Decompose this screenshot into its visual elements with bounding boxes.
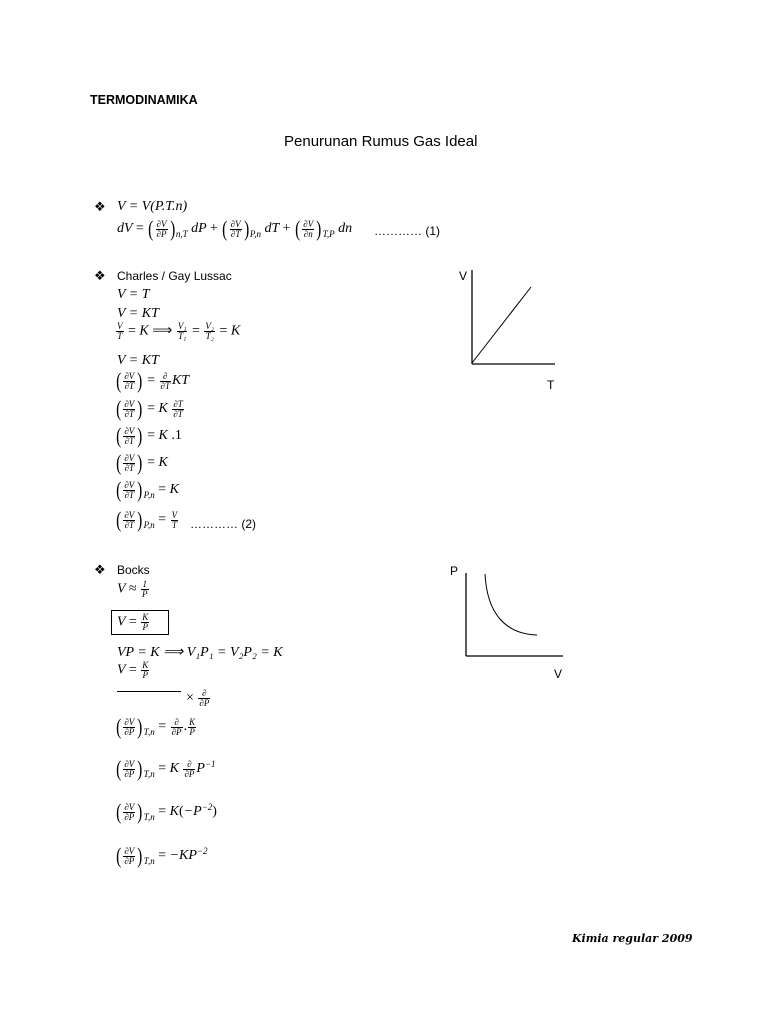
boxed-equation: V = $\frac{K}{P}$ — [111, 610, 169, 635]
equation-bocks-4: ( $\frac{\partial V}{\partial P}$ )$_{T,n} = -KP^{-2}$ — [116, 843, 208, 868]
document-header: TERMODINAMIKA — [90, 93, 198, 107]
equation-bocks-2: ( $\frac{\partial V}{\partial P}$ )$_{T,n} = K$ $\frac{\partial}{\partial P}$ $P^{-1}$ — [116, 756, 216, 781]
graph-p-vs-v — [445, 558, 570, 688]
footer-text: Kimia regular 2009 — [572, 932, 693, 945]
divider-line — [117, 691, 181, 692]
equation-v-t: V = T — [117, 287, 150, 302]
equation-number-2: ………… (2) — [190, 517, 256, 531]
equation-partial-2: ( $\frac{\partial V}{\partial T}$ ) = K $\frac{\partial T}{\partial T}$ — [116, 396, 183, 421]
equation-v-function: V = V(P.T.n) — [117, 199, 188, 214]
bullet-icon: ❖ — [94, 268, 106, 283]
equation-number-1: ………… (1) — [374, 224, 440, 238]
section-heading-charles: Charles / Gay Lussac — [117, 269, 232, 283]
section-heading-bocks: Bocks — [117, 563, 150, 577]
equation-bocks-3: ( $\frac{\partial V}{\partial P}$ )$_{T,n} = K(-P^{-2})$ — [116, 799, 217, 824]
equation-v-kp: V = $\frac{K}{P}$ — [117, 660, 149, 680]
equation-bocks-1: ( $\frac{\partial V}{\partial P}$ )$_{T,n}$ = $\frac{\partial}{\partial P}$ . $\frac{K}{P}$ — [116, 714, 196, 739]
hyperbolic-curve — [485, 574, 537, 635]
bullet-icon: ❖ — [94, 562, 106, 577]
equation-partial-1: ( $\frac{\partial V}{\partial T}$ ) = $\frac{\partial}{\partial T}$ KT — [116, 368, 190, 393]
graph-v-vs-t — [450, 262, 570, 392]
page-title: Penurunan Rumus Gas Ideal — [284, 133, 478, 150]
equation-v-kt-2: V = KT — [117, 353, 159, 368]
y-axis-label: P — [450, 564, 459, 578]
y-axis-label: V — [459, 269, 468, 283]
linear-curve — [472, 287, 531, 363]
equation-v-kt: V = KT — [117, 306, 159, 321]
equation-partial-4: ( $\frac{\partial V}{\partial T}$ ) = K — [116, 450, 168, 475]
equation-total-differential: dV = ( $\frac{\partial V}{\partial P}$ )$_{n,T}$ dP + ( $\frac{\partial V}{\partial T}$ )$_{P,n}$ dT + ( $\frac{\partial V}{\partial n}$ )$_{T,P}$ dn — [117, 216, 353, 241]
equation-vp: VP = K ⟹ V₁P₁ = V₂P₂ = K — [117, 645, 283, 660]
equation-partial-5: ( $\frac{\partial V}{\partial T}$ )$_{P,n} = K$ — [116, 477, 179, 502]
x-axis-label: V — [554, 667, 563, 681]
equation-v-approx: V ≈ $\frac{1}{P}$ — [117, 579, 148, 599]
equation-partial-6: ( $\frac{\partial V}{\partial T}$ )$_{P,n}$ = $\frac{V}{T}$ — [116, 507, 178, 532]
x-axis-label: T — [547, 378, 555, 392]
equation-partial-3: ( $\frac{\partial V}{\partial T}$ ) = K .1 — [116, 423, 182, 448]
operator-derivative: × $\frac{\partial}{\partial P}$ — [186, 688, 210, 708]
equation-ratio: $\frac{V}{T}$ = K ⟹ $\frac{\text{V₁}}{\text{T₁}}$ = $\frac{\text{V₂}}{\text{T₂}}$ = K — [117, 321, 241, 341]
bullet-icon: ❖ — [94, 199, 106, 214]
